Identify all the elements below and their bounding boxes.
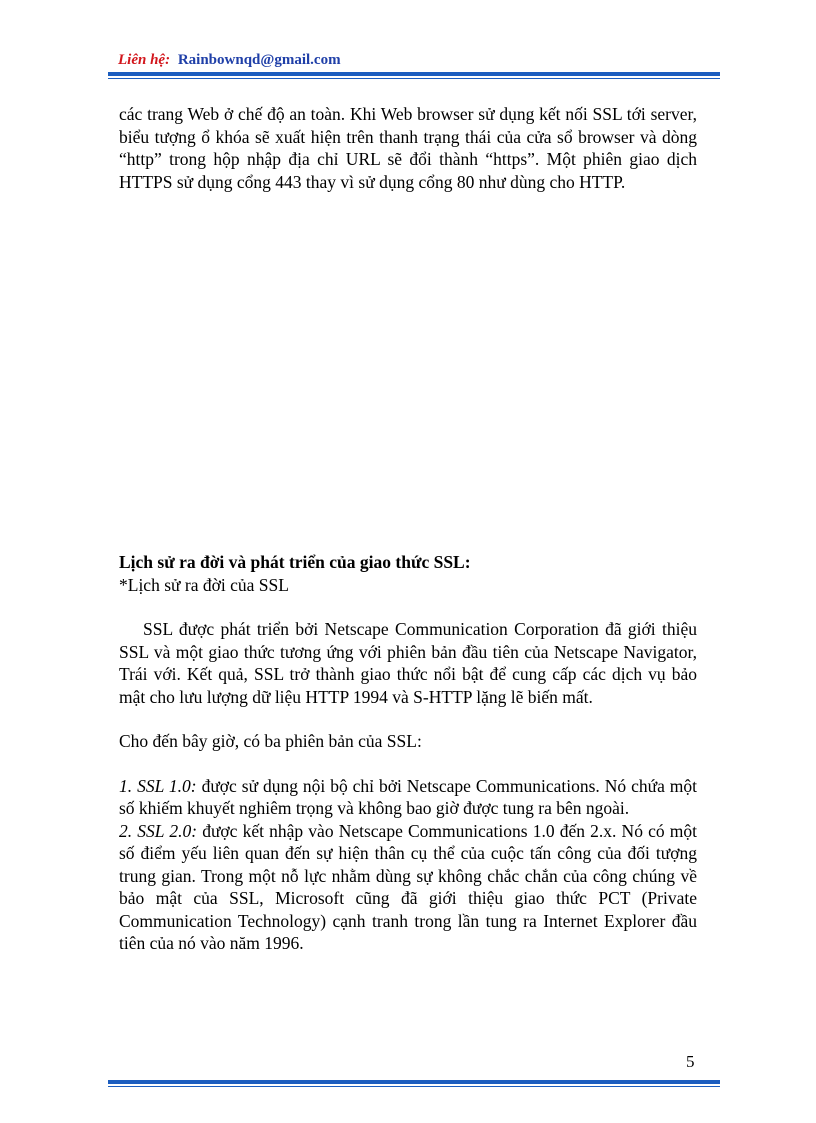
ssl-history-section (119, 551, 697, 955)
contact-email: Rainbownqd@gmail.com (177, 52, 341, 68)
versions-intro: Cho đến bây giờ, có ba phiên bản của SSL: (119, 731, 422, 751)
version-label: 2. SSL 2.0: (119, 820, 198, 841)
contact-label: Liên hệ: (118, 52, 171, 68)
section-subheading: *Lịch sử ra đời của SSL (119, 574, 289, 595)
section-heading: Lịch sử ra đời và phát triển của giao thức SSL: (119, 552, 471, 572)
footer-divider (108, 1080, 720, 1087)
page-number: 5 (686, 1052, 695, 1071)
history-paragraph: SSL được phát triển bởi Netscape Communication Corporation đã giới thiệu SSL và một giao thức tương ứng với phiên bản đầu tiên của Netscape Navigator, Trái với. Kết quả, SSL trở thành giao thức nổi bật để cung cấp các dịch vụ bảo mật cho lưu lượng dữ liệu HTTP 1994 và S-HTTP lặng lẽ biến mất. (119, 619, 697, 707)
header-divider (108, 72, 720, 79)
intro-paragraph: các trang Web ở chế độ an toàn. Khi Web browser sử dụng kết nối SSL tới server, biểu tượng ổ khóa sẽ xuất hiện trên thanh trạng thái của cửa sổ browser và dòng “http” trong hộp nhập địa chỉ URL sẽ đổi thành “https”. Một phiên giao dịch HTTPS sử dụng cổng 443 thay vì sử dụng cổng 80 như dùng cho HTTP. (119, 104, 697, 192)
version-item-2 (119, 820, 697, 955)
version-text: được sử dụng nội bộ chỉ bởi Netscape Communications. Nó chứa một số khiếm khuyết nghiêm trọng và không bao giờ được tung ra bên ngoài. (119, 775, 697, 818)
version-item-1 (119, 775, 697, 820)
page-header (118, 52, 341, 69)
intro-block (119, 103, 697, 193)
version-label: 1. SSL 1.0: (119, 775, 197, 796)
version-text: được kết nhập vào Netscape Communications 1.0 đến 2.x. Nó có một số điểm yếu liên quan đến sự hiện thân cụ thể của cuộc tấn công của đối tượng trung gian. Trong một nỗ lực nhằm dùng sự không chắc chắn của công chúng về bảo mật của SSL, Microsoft cũng đã giới thiệu giao thức PCT (Private Communication Technology) cạnh tranh trong lần tung ra Internet Explorer đầu tiên của nó vào năm 1996. (119, 820, 697, 953)
